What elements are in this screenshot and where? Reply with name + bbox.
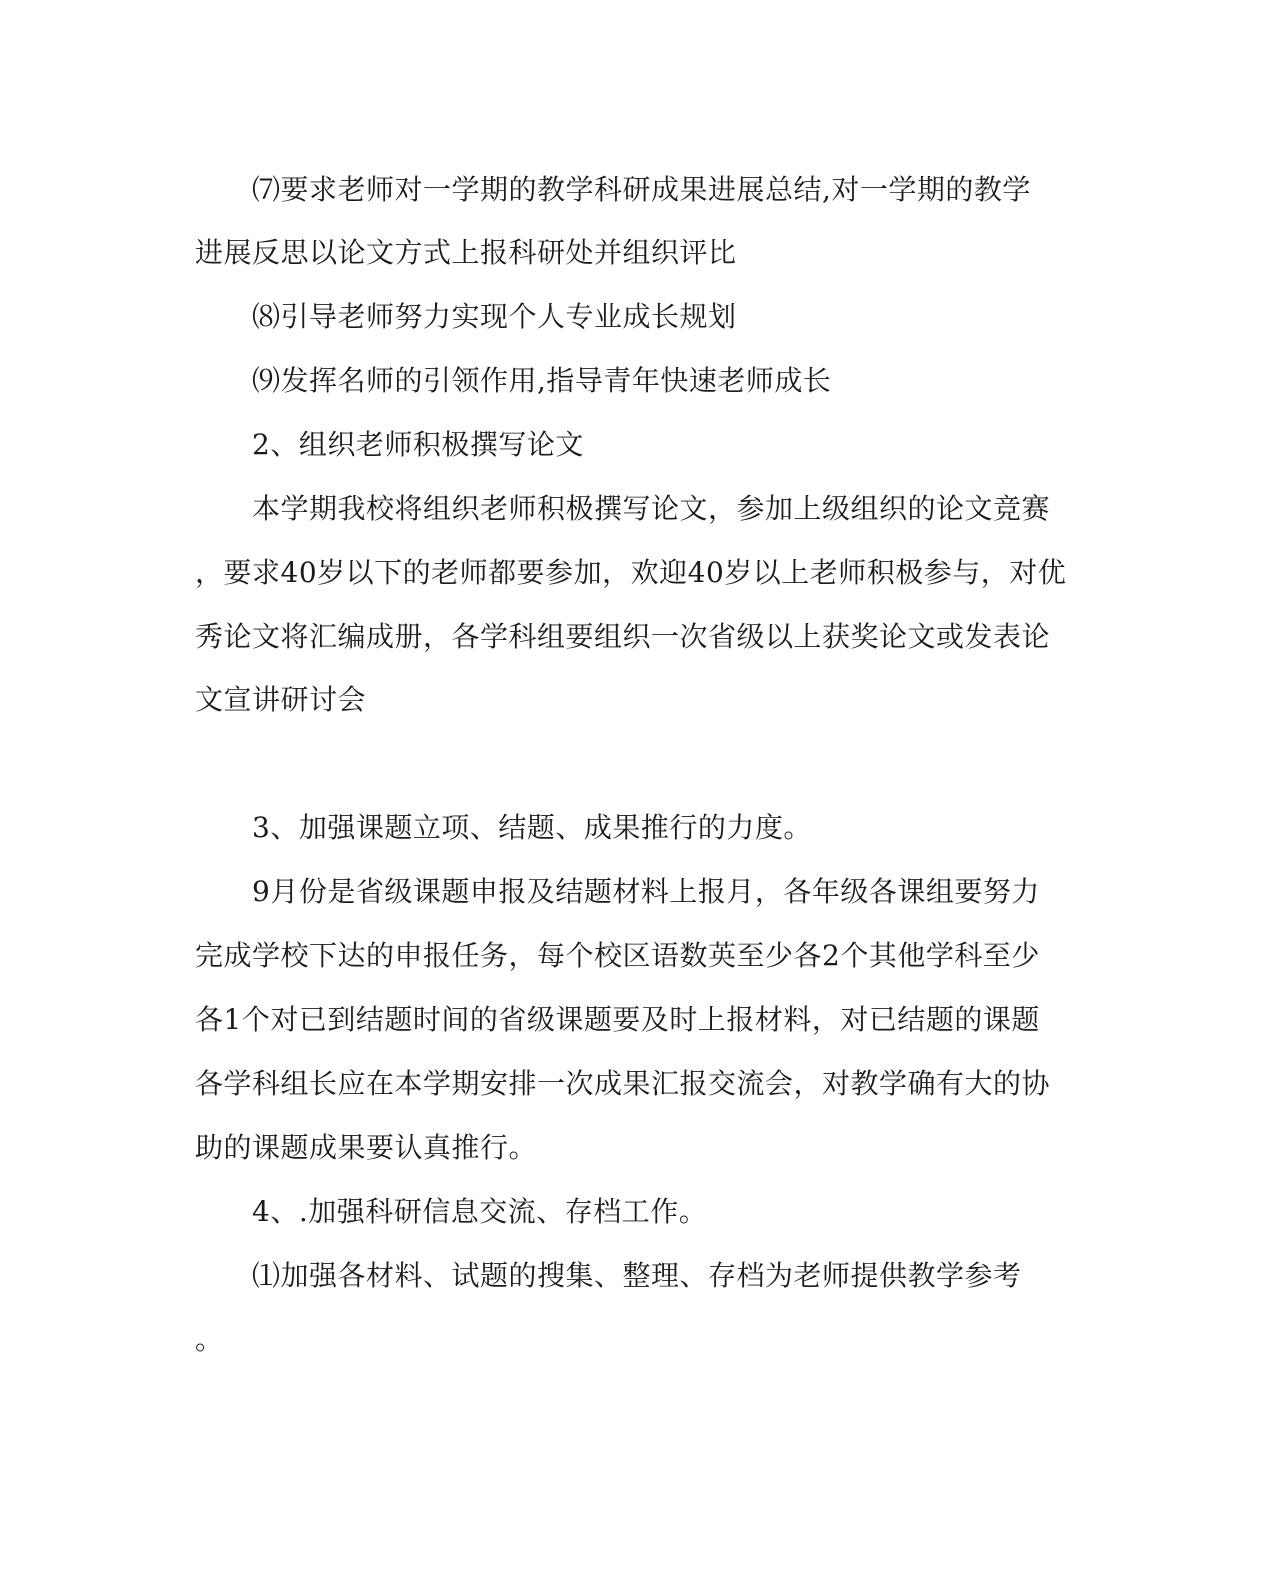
paragraph-7-line-1: ⑺要求老师对一学期的教学科研成果进展总结,对一学期的教学 [252, 173, 1031, 206]
section-2-body-line-4: 文宣讲研讨会 [195, 683, 367, 716]
section-2-body-line-2: ，要求40岁以下的老师都要参加，欢迎40岁以上老师积极参与，对优 [195, 556, 1067, 589]
paragraph-9: ⑼发挥名师的引领作用,指导青年快速老师成长 [252, 364, 832, 397]
section-3-heading: 3、加强课题立项、结题、成果推行的力度。 [252, 811, 812, 844]
section-3-body-line-5: 助的课题成果要认真推行。 [195, 1131, 538, 1164]
section-2-body-line-1: 本学期我校将组织老师积极撰写论文，参加上级组织的论文竞赛 [252, 492, 1051, 525]
section-2-body-line-3: 秀论文将汇编成册，各学科组要组织一次省级以上获奖论文或发表论 [195, 620, 1051, 653]
paragraph-7-line-2: 进展反思以论文方式上报科研处并组织评比 [195, 236, 737, 269]
section-3-body-line-3: 各1个对已到结题时间的省级课题要及时上报材料，对已结题的课题 [195, 1003, 1040, 1036]
section-4-heading: 4、.加强科研信息交流、存档工作。 [252, 1195, 708, 1228]
section-2-heading: 2、组织老师积极撰写论文 [252, 428, 584, 461]
section-4-item-1-line-2: 。 [195, 1323, 224, 1356]
section-3-body-line-1: 9月份是省级课题申报及结题材料上报月，各年级各课组要努力 [252, 875, 1040, 908]
section-3-body-line-4: 各学科组长应在本学期安排一次成果汇报交流会，对教学确有大的协 [195, 1067, 1051, 1100]
section-3-body-line-2: 完成学校下达的申报任务，每个校区语数英至少各2个其他学科至少 [195, 939, 1040, 972]
paragraph-8: ⑻引导老师努力实现个人专业成长规划 [252, 300, 737, 333]
section-4-item-1-line-1: ⑴加强各材料、试题的搜集、整理、存档为老师提供教学参考 [252, 1259, 1022, 1292]
